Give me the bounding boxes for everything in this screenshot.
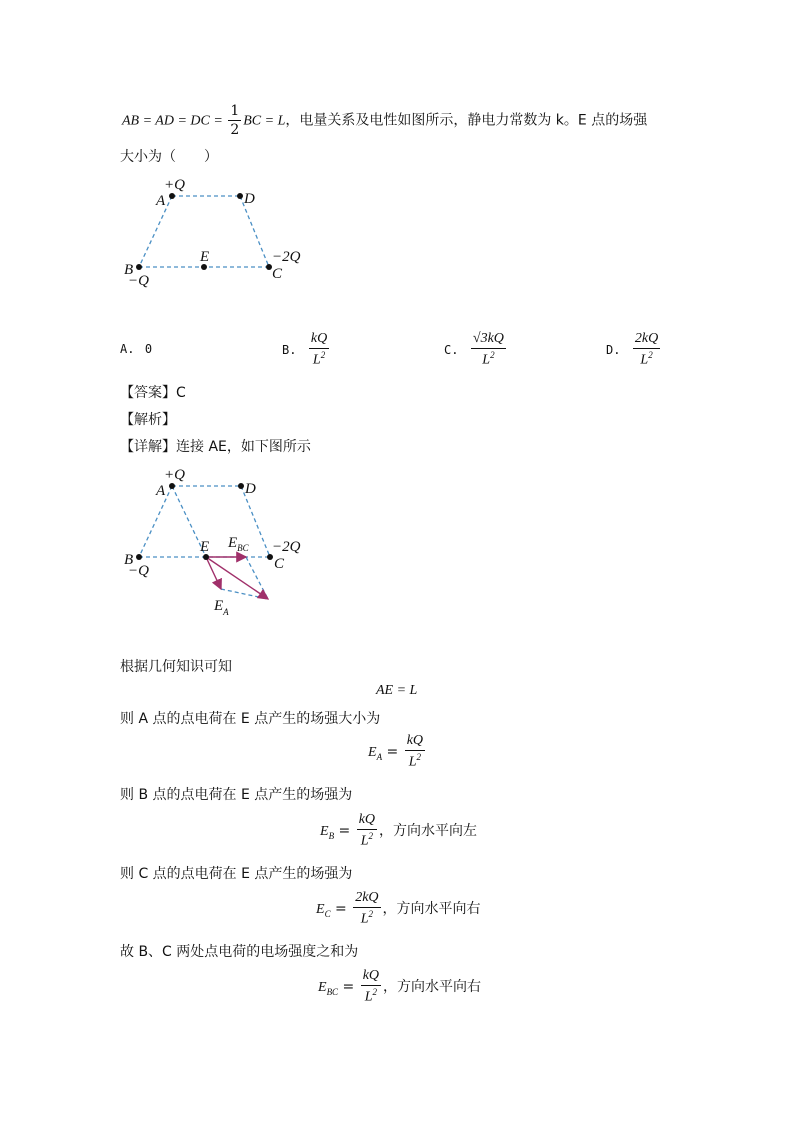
equation-ae: AE = L [376,683,418,698]
solution-step-4: 则 C 点的点电荷在 E 点产生的场强为 [120,866,353,882]
option-b[interactable]: B. $\frac{kQ}{L^2}$ [282,331,328,368]
label-b: B [124,552,134,568]
question-math-prefix: AB = AD = DC = [122,113,227,129]
label-d: D [244,191,255,207]
equation-ec: $E_C$ = $\frac{2kQ}{L^2}$ ，方向水平向右 [316,890,481,927]
half-fraction: $\frac{1}{2}$ [230,103,240,138]
label-e: E [200,539,210,555]
option-d[interactable]: D. $\frac{2kQ}{L^2}$ [606,331,659,368]
option-c-fraction: $\frac{√3kQ}{L^2}$ [472,331,504,368]
trapezoid-figure-1 [110,168,330,298]
answer-label: 【答案】C [120,385,186,401]
point-a [169,193,175,199]
label-minus-q: −Q [128,563,149,579]
label-e: E [200,249,210,265]
point-b [136,554,142,560]
parallelogram-side-1 [246,557,268,599]
analysis-label: 【解析】 [120,412,176,428]
label-a: A [156,483,166,499]
question-text: ，电量关系及电性如图所示，静电力常数为 k。E 点的场强 [285,112,648,129]
option-d-fraction: $\frac{2kQ}{L^2}$ [634,331,659,368]
label-c: C [272,266,283,282]
option-c[interactable]: C. $\frac{√3kQ}{L^2}$ [444,331,504,368]
option-b-fraction: $\frac{kQ}{L^2}$ [310,331,328,368]
question-line-2: 大小为（ ） [120,149,218,165]
solution-step-1: 根据几何知识可知 [120,659,232,675]
label-minus-q: −Q [128,273,149,289]
label-b: B [124,262,134,278]
label-plus-q: +Q [164,467,185,483]
point-d [238,483,244,489]
question-line-1 [122,104,647,137]
label-ea: $E_A$ [214,598,229,617]
label-d: D [245,481,256,497]
solution-step-3: 则 B 点的点电荷在 E 点产生的场强为 [120,787,353,803]
solution-step-5: 故 B、C 两处点电荷的电场强度之和为 [120,944,359,960]
equation-eb: $E_B$ = $\frac{kQ}{L^2}$ ，方向水平向左 [320,812,478,849]
label-minus-2q: −2Q [272,249,301,265]
question-math-suffix: BC = L [243,113,286,129]
point-b [136,264,142,270]
label-plus-q: +Q [164,177,185,193]
label-ebc: $E_{BC}$ [228,535,249,553]
option-a[interactable]: A. 0 [120,342,153,356]
label-c: C [274,556,285,572]
point-d [237,193,243,199]
point-a [169,483,175,489]
equation-ea: $E_A$ = $\frac{kQ}{L^2}$ [368,733,424,770]
trapezoid-figure-2 [110,458,330,628]
label-minus-2q: −2Q [272,539,301,555]
label-a: A [156,193,166,209]
equation-ebc: $E_{BC}$ = $\frac{kQ}{L^2}$ ，方向水平向右 [318,968,482,1005]
detail-label: 【详解】连接 AE，如下图所示 [120,439,311,455]
solution-step-2: 则 A 点的点电荷在 E 点产生的场强大小为 [120,711,381,727]
